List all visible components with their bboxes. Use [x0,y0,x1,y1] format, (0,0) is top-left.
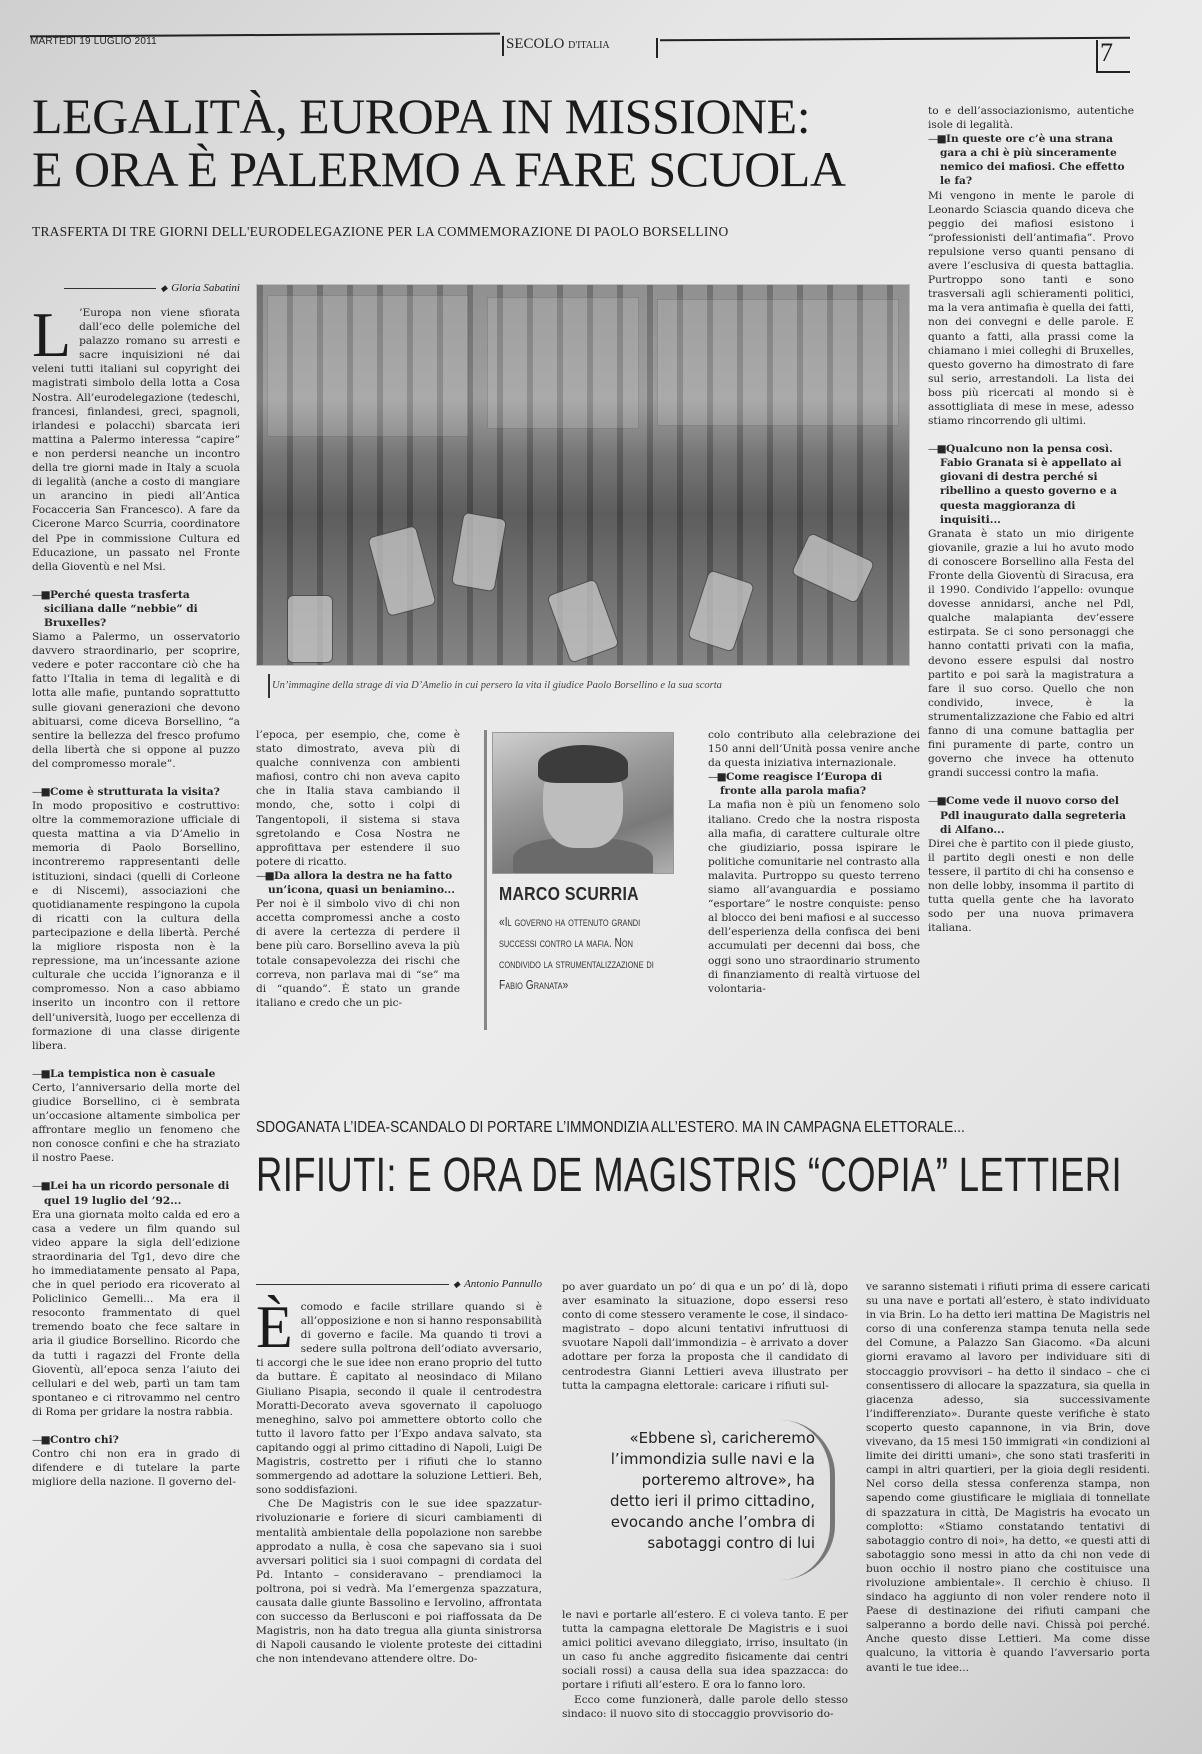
qa-list [928,132,1134,935]
column-3-continuation: colo contributo alla celebrazione dei 150 anni dell’Unità possa venire anche da questa iniziativa internazionale. [708,729,920,770]
byline-rule [256,1284,449,1285]
paper-name-small: D'ITALIA [568,40,610,51]
interview-answer: Contro chi non era in grado di difendere e di tutelare la parte migliore della nazione. Il governo del- [32,1448,240,1489]
article-column-3 [708,728,920,996]
article2-headline: RIFIUTI: E ORA DE MAGISTRIS “COPIA” LETTIERI [256,1149,1122,1202]
article-column-1 [32,299,240,1489]
interview-question [32,588,240,630]
question-marker-icon: —■ [32,1067,50,1080]
drop-cap: L [32,299,72,370]
question-marker-icon: —■ [708,771,726,784]
question-marker-icon: —■ [928,795,946,808]
question-marker-icon: —■ [32,588,50,601]
article-subhead: TRASFERTA DI TRE GIORNI DELL'EURODELEGAZIONE PER LA COMMEMORAZIONE DI PAOLO BORSELLINO [32,224,729,239]
article2-byline [256,1278,542,1290]
portrait-name: MARCO SCURRIA [499,884,639,904]
interview-question [708,770,920,798]
question-text: Da allora la destra ne ha fatto un’icona, quasi un beniamino... [268,869,455,897]
question-marker-icon: —■ [32,1180,50,1193]
qa-list [32,588,240,1490]
portrait-quote: «Il governo ha ottenuto grandi successi contro la mafia. Non condivido la strumentalizzazione di Fabio Granata» [499,915,654,992]
article2-col1-p2: Che De Magistris con le sue idee spazzatur-rivoluzionarie e foriere di sicuri cambiamenti di mentalità ambientale della popolazione non sarebbe approdato a nulla, è cosa che sapevano sia i suoi avversari politici sia i suoi compagni di cordata del Pd. Intanto – consideravano – prendiamoci la poltrona, poi si vedrà. Ma l’emergenza spazzatura, causata dalle giunte Bassolino e Iervolino, affrontata con successo da Berlusconi e poi riaffossata da De Magistris, non ha dato tregua alla giunta sinistrorsa di Napoli causando le violente proteste dei cittadini che non intendevano attendere oltre. Do- [256,1498,542,1666]
interview-question [32,785,240,799]
byline-author: Antonio Pannullo [464,1278,542,1290]
caption-bar [268,674,270,698]
article-headline [32,90,912,195]
diamond-icon: ◆ [453,1278,461,1289]
photo-vehicle [367,525,437,617]
paper-name: SECOLO [506,36,565,52]
question-text: Qualcuno non la pensa così. Fabio Granata si è appellato ai giovani di destra perché si ribellino a questo governo e a questa maggioranza di inquisiti... [940,443,1122,526]
interview-answer: Per noi è il simbolo vivo di chi non accetta compromessi anche a costo di avere la certezza di perdere il bene più caro. Borsellino aveva la più totale consapevolezza dei rischi che correva, non parlava mai di “se” ma di “quando”. È stato un grande italiano e credo che un pic- [256,898,460,1009]
column-4-continuation: to e dell’associazionismo, autentiche isole di legalità. [928,105,1134,132]
interview-question [32,1179,240,1207]
drop-cap: È [256,1294,293,1360]
interview-answer: Granata è stato un mio dirigente giovanile, grazie a lui ho avuto modo di conoscere Borsellino alla Festa del Fronte della Gioventù di Siracusa, era il 1990. Condivido l’appello: ovunque dovesse annidarsi, anche nel Pdl, qualche malapianta dev’essere estirpata. Se ci sono personaggi che hanno contatti privati con la mafia, devono essere espulsi dal nostro partito e poi sarà la magistratura a fare il suo corso. Quello che non condivido, invece, è la strumentalizzazione che Fabio ed altri fanno di una comune battaglia per fini puramente di parte, contro un governo che invece ha ottenuto grandi successi contro la mafia. [928,527,1134,780]
question-marker-icon: —■ [32,1434,50,1447]
interview-question [928,442,1134,527]
byline [64,282,240,294]
article-column-2 [256,728,460,1010]
masthead-rule-right [660,37,1130,41]
byline-rule [64,288,156,289]
photo-building [267,295,469,437]
article2-column-2-top: po aver guardato un po’ di qua e un po’ di là, dopo aver esaminato la situazione, dopo essersi reso conto di come stessero veramente le cose, il sindaco-magistrato – dopo alcuni tentativi infruttuosi di svuotare Napoli dall’immondizia – è arrivato a dover adottare per forza la proposta che il candidato di centrodestra Gianni Lettieri aveva illustrato per tutta la campagna elettorale: caricare i rifiuti sul- [562,1281,848,1392]
headline-line-1: LEGALITÀ, EUROPA IN MISSIONE: [32,88,811,144]
question-text: Come reagisce l’Europa di fronte alla parola mafia? [720,771,883,798]
article2-col2-bottom-text: le navi e portarle all’estero. E ci voleva tanto. E per tutta la campagna elettorale De Magistris e i suoi amici politici avevano dileggiato, irriso, insultato (in un caso fu anche aggredito fisicamente dai centri sociali rossi) a causa della sua idea spazzacca: do portare i rifiuti all’estero. E ora lo fanno loro. [562,1609,848,1692]
masthead-date: MARTEDÌ 19 LUGLIO 2011 [30,36,157,47]
interview-answer: Siamo a Palermo, un osservatorio davvero straordinario, per scoprire, vedere e poter raccontare ciò che ha fatto l’Italia in tema di legalità e di lotta alle mafie, puntando soprattutto sulle giovani generazioni che devono abituarsi, come diceva Borsellino, “a sentire la bellezza del fresco profumo della libertà che si oppone al puzzo del compromesso morale”. [32,631,240,770]
article-column-4 [928,104,1134,935]
interview-answer: La mafia non è più un fenomeno solo italiano. Credo che la nostra risposta alla mafia, di carattere culturale oltre che giudiziario, possa ispirare le politiche comunitarie nel contrasto alla malavita. Purtroppo su questo terreno siamo all’avanguardia e possiamo “esportare” le nostre conquiste: penso al blocco dei beni mafiosi e al successo dell’esperienza della confisca dei beni accumulati per decenni dai boss, che oggi sono uno straordinario strumento di finanziamento di realtà virtuose del volontaria- [708,799,920,995]
byline-author: Gloria Sabatini [171,282,240,294]
photo-building [657,299,899,426]
page-number: 7 [1100,38,1113,67]
interview-question [256,869,460,897]
photo-vehicle [791,532,876,604]
photo-vehicle [287,595,333,663]
interview-answer: Mi vengono in mente le parole di Leonardo Sciascia quando diceva che peggio dei mafiosi esistono i “professionisti dell’antimafia”. Provo repulsione verso quanti pensano di avere l’esclusiva di questa battaglia. Purtroppo sono tanti e sono trasversali agli schieramenti politici, ma la vera antimafia è quella dei fatti, non dei convegni e delle parole. E quanto a fatti, alla prassi come la chiamano i miei colleghi di Bruxelles, questo governo ha dimostrato di fare sul serio, arrestandoli. La lista dei boss più ricercati al mondo si è assottigliata di mese in mese, adesso stiamo rincorrendo gli ultimi. [928,189,1134,428]
article2-column-1 [256,1294,542,1666]
interview-answer: Certo, l’anniversario della morte del giudice Borsellino, ci è sembrata un’occasione altamente simbolica per affrontare meglio un fenomeno che non conosce confini e che ha straziato il nostro Paese. [32,1081,240,1165]
interview-answer: In modo propositivo e costruttivo: oltre la commemorazione ufficiale di questa mattina a via D’Amelio in memoria di Paolo Borsellino, incontreremo rappresentanti delle istituzioni, sindaci (quelli di Corleone e di Niscemi), associazioni che quotidianamente respingono la cupola di ricatti con la cultura della partecipazione e della libertà. Perché la migliore risposta non è la repressione, ma un’incessante azione culturale che uccida l’ignoranza e il compromesso. Non a caso abbiamo inserito un incontro con il rettore dell’università, luogo per eccellenza di formazione di una classe dirigente libera. [32,800,240,1052]
question-text: Come è strutturata la visita? [49,786,220,798]
article2-kicker: SDOGANATA L’IDEA-SCANDALO DI PORTARE L’IMMONDIZIA ALL’ESTERO. MA IN CAMPAGNA ELETTORALE... [256,1119,965,1136]
question-marker-icon: —■ [256,869,274,882]
diamond-icon: ◆ [160,282,168,293]
question-text: Lei ha un ricordo personale di quel 19 luglio del ’92... [44,1180,230,1207]
question-marker-icon: —■ [32,786,50,798]
masthead-separator [656,38,658,58]
lead-text: ’Europa non viene sfiorata dall’eco delle polemiche del palazzo romano su arresti e sacre inquisizioni né dai veleni tutti italiani sul copyright dei magistrati simbolo della lotta a Cosa Nostra. All’eurodelegazione (tedeschi, francesi, finlandesi, greci, spagnoli, irlandesi e polacchi) sbarcata ieri mattina a Palermo interessa “capire” e non perdersi neanche un incontro della tre giorni made in Italy a scuola di legalità (anche a costo di mangiare un arancino in piedi all’Antica Focacceria San Francesco). A fare da Cicerone Marco Scurria, coordinatore del Ppe in commissione Cultura ed Educazione, un passato nel Fronte della Gioventù e nel Msi. [32,307,240,573]
pull-quote-arc [780,1420,835,1580]
pull-quote: «Ebbene sì, caricheremo l’immondizia sulle navi e la porteremo altrove», ha detto ieri il primo cittadino, evocando anche l’ombra di sabotaggi contro di lui [610,1429,815,1552]
article2-col1-text: comodo e facile strillare quando si è all’opposizione e non si hanno responsabilità di governo e facile. Ma quando ti trovi a sedere sulla poltrona dell’odiato avversario, ti accorgi che le sue idee non erano proprio del tutto da buttare. È capitato al neosindaco di Milano Giuliano Pisapia, secondo il quale il centrodestra Moratti-Decorato aveva sgovernato il capoluogo meneghino, salvo poi ammettere obtorto collo che tutto il lavoro fatto per l’Expo andava salvato, sta capitando oggi al primo cittadino di Napoli, Luigi De Magistris, costretto per i rifiuti che lo stanno sommergendo ad adottare la soluzione Lettieri. Beh, sono soddisfazioni. [256,1301,542,1497]
qa-list [256,869,460,1010]
photo-vehicle [451,512,507,593]
headline-line-2: E ORA È PALERMO A FARE SCUOLA [32,140,846,197]
photo-vehicle [687,569,755,652]
portrait-photo [492,732,674,874]
question-text: In queste ore c’è una strana gara a chi è più sinceramente nemico dei mafiosi. Che effetto le fa? [940,133,1125,188]
qa-list [708,770,920,996]
article2-lead [256,1294,542,1497]
interview-question [928,794,1134,836]
photo-caption: Un’immagine della strage di via D’Amelio in cui persero la vita il giudice Paolo Borsellino e la sua scorta [272,680,722,691]
interview-answer: Era una giornata molto calda ed ero a casa a vedere un film quando sul video appare la sigla dell’edizione straordinaria del Tg1, devo dire che ho immediatamente pensato al Papa, che in quel periodo era ricoverato al Policlinico Gemelli... Ma era il resoconto frammentato di quel tremendo boato che fece saltare in aria il giudice Borsellino. Ricordo che da tutti i ragazzi del Fronte della Gioventù, all’epoca senza l’aiuto dei cellulari e del web, partì un tam tam spontaneo e ci ritrovammo nel centro di Roma per gridare la nostra rabbia. [32,1208,240,1418]
question-text: Perché questa trasferta siciliana dalle “nebbie” di Bruxelles? [44,588,198,629]
column-2-continuation: l’epoca, per esempio, che, come è stato dimostrato, aveva più di qualche connivenza con ambienti mafiosi, contro chi non aveva capito che in Italia stava cambiando il mondo, che, sotto i colpi di Tangentopoli, il sistema si stava sgretolando e Cosa Nostra ne approfittava per estendere il suo potere di ricatto. [256,729,460,868]
news-photo-via-damelio [256,284,910,666]
article2-col2-bottom-p2: Ecco come funzionerà, dalle parole dello stesso sindaco: il nuovo sito di stoccaggio provvisorio do- [562,1693,848,1720]
article2-column-3: ve saranno sistemati i rifiuti prima di essere caricati su una nave e portati all’estero, è stato individuato in via Brin. Lo ha detto ieri mattina De Magistris nel corso di una conferenza stampa tenuta nella sede del Comune, a Palazzo San Giacomo. «Da alcuni giorni eravamo al lavoro per individuare siti di stoccaggio provvisori – ha detto il sindaco – che ci consentissero di allocare la spazzatura, sia quella in giacenza adesso, sia successivamente l’indifferenziato». Durante queste verifiche è stato scoperto questo capannone, in via Brin, dove vivevano, da 15 mesi 150 immigrati «in condizioni al limite dei diritti umani», che sono stati trasferiti in campi in altri quartieri, per la gioia degli residenti. Nel corso della stessa conferenza stampa, non sapendo come giustificare le migliaia di tonnellate di spazzatura in città, De Magistris ha evocato un complotto: «Stiamo constatando tentativi di sabotaggio contro di noi», ha detto, «e questi atti di sabotaggio sono messi in atto da chi non vede di buon occhio il nostro piano che costituisce una rivoluzione ambientale». Il cerchio è chiuso. Il sindaco ha aggiunto di non voler rendere noto il Paese di destinazione dei rifiuti campani che salperanno a bordo delle navi. Chissà poi perché. Anche questo disse Lettieri. Ma come disse qualcuno, la vittoria è quando l’avversario porta avanti le tue idee... [866,1281,1150,1674]
question-text: La tempistica non è casuale [49,1067,216,1080]
masthead-separator [502,36,504,56]
photo-building [487,297,639,429]
sidebar-rule [484,730,487,1030]
interview-question [32,1433,240,1447]
page-number-underline [1096,71,1130,73]
interview-question [928,132,1134,188]
question-marker-icon: —■ [928,443,946,456]
masthead-paper-name [506,36,610,53]
interview-question [32,1067,240,1081]
photo-vehicle [546,578,619,663]
lead-paragraph [32,299,240,574]
portrait-hair [538,745,628,783]
interview-answer: Direi che è partito con il piede giusto, il partito degli onesti e non delle tessere, il partito di chi ha consenso e non delle lobby, insomma il partito di tutta quella gente che ha lavorato sodo per una nuova primavera italiana. [928,837,1134,935]
question-marker-icon: —■ [928,133,946,146]
page-number-rule [1096,40,1098,72]
question-text: Come vede il nuovo corso del Pdl inaugurato dalla segreteria di Alfano... [940,795,1126,836]
question-text: Contro chi? [49,1434,119,1447]
article2-column-2-bottom [562,1608,848,1721]
